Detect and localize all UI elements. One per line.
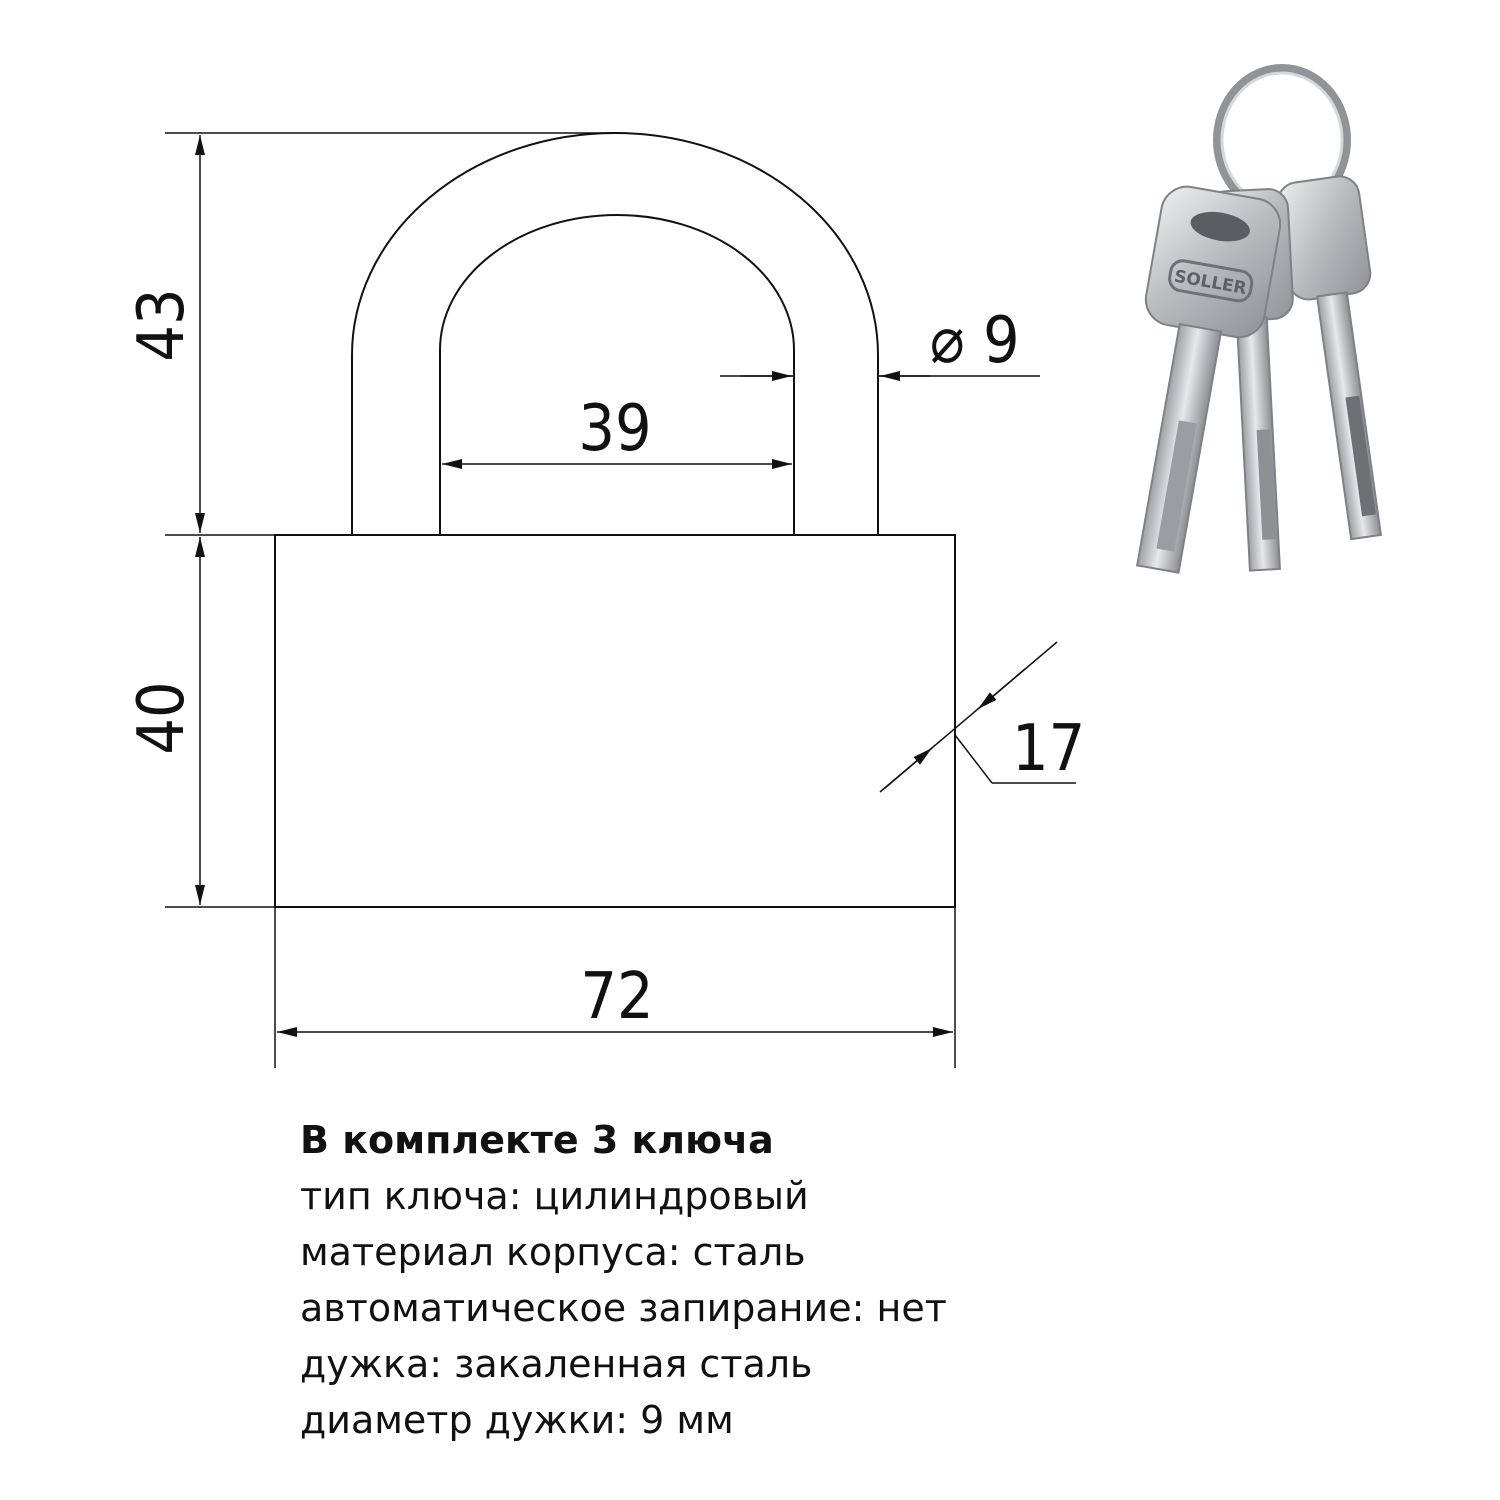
dim-line-thickness-top <box>978 669 1025 709</box>
shackle-inner <box>440 215 794 535</box>
extension-lines <box>165 133 1076 1068</box>
lock-body <box>275 535 955 907</box>
padlock-outline <box>275 133 955 907</box>
shackle-outer <box>352 133 878 535</box>
label-body-height: 40 <box>125 681 199 755</box>
keys-image <box>1100 68 1407 580</box>
label-body-thickness: 17 <box>1012 712 1086 786</box>
specs-list <box>300 1112 1400 1448</box>
label-body-width: 72 <box>580 960 654 1034</box>
key-logo: SOLLER <box>1172 266 1249 299</box>
spec-body-material: материал корпуса: сталь <box>300 1230 806 1274</box>
label-shackle-diameter: ⌀ 9 <box>930 304 1020 378</box>
spec-key-type: тип ключа: цилиндровый <box>300 1174 809 1218</box>
dimension-lines <box>200 135 1025 1032</box>
spec-auto-lock: автоматическое запирание: нет <box>300 1286 947 1330</box>
key-icon <box>1275 174 1406 543</box>
spec-shackle-diameter: диаметр дужки: 9 мм <box>300 1398 734 1442</box>
specs-title: В комплекте 3 ключа <box>300 1118 774 1162</box>
label-shackle-height: 43 <box>125 288 199 362</box>
dim-line-thickness-bottom <box>885 748 932 788</box>
label-inner-width: 39 <box>578 392 652 466</box>
spec-shackle-material: дужка: закаленная сталь <box>300 1342 813 1386</box>
